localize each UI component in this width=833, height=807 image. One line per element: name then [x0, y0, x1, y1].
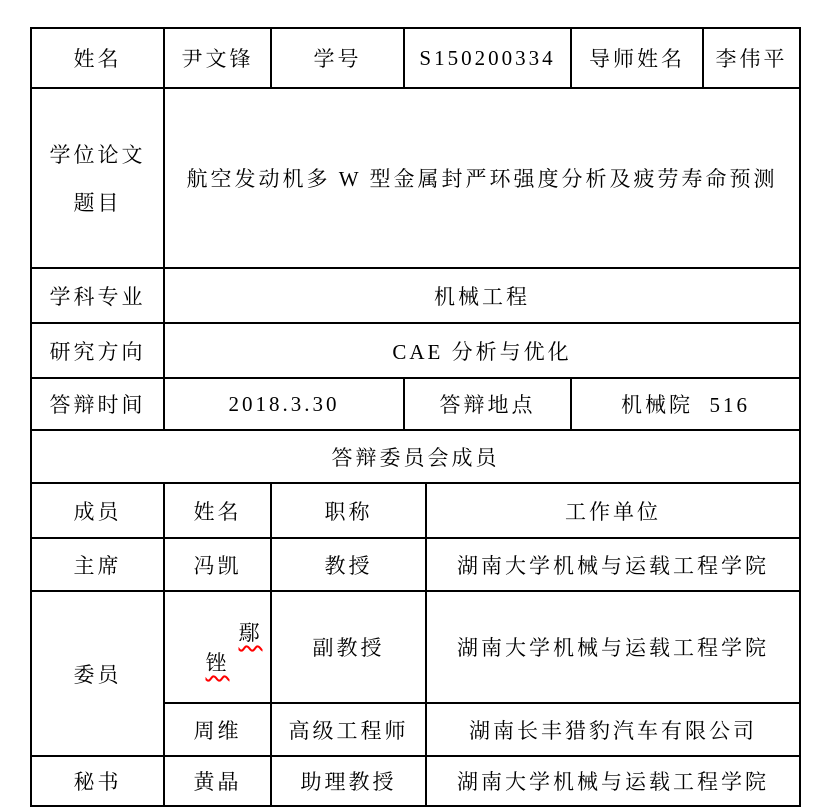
- major-value: 机械工程: [164, 268, 800, 323]
- committee-member-title: 助理教授: [271, 756, 426, 806]
- committee-member-unit: 湖南大学机械与运载工程学院: [426, 591, 800, 703]
- committee-member-name: 黄晶: [164, 756, 271, 806]
- committee-member-title: 副教授: [271, 591, 426, 703]
- committee-member-title: 教授: [271, 538, 426, 591]
- misspelled-name: 鄢锉: [205, 621, 263, 675]
- table-row: [31, 268, 800, 323]
- committee-header-row: [31, 483, 800, 538]
- thesis-defense-table: [30, 27, 801, 807]
- thesis-title-label-line2: 题目: [73, 191, 122, 215]
- committee-section-title: 答辩委员会成员: [31, 430, 800, 483]
- committee-name-header: 姓名: [164, 483, 271, 538]
- table-row: [31, 28, 800, 88]
- advisor-label: 导师姓名: [571, 28, 703, 88]
- committee-row-secretary: [31, 756, 800, 806]
- research-value: CAE 分析与优化: [164, 323, 800, 378]
- committee-member-name: 冯凯: [164, 538, 271, 591]
- committee-member-unit: 湖南长丰猎豹汽车有限公司: [426, 703, 800, 756]
- committee-member-unit: 湖南大学机械与运载工程学院: [426, 538, 800, 591]
- name-label: 姓名: [31, 28, 164, 88]
- committee-row-chair: [31, 538, 800, 591]
- committee-role: 委员: [31, 591, 164, 756]
- advisor-value: 李伟平: [703, 28, 800, 88]
- student-id-value: S150200334: [404, 28, 571, 88]
- thesis-title-label: [31, 88, 164, 268]
- defense-time-label: 答辩时间: [31, 378, 164, 430]
- committee-member-title: 高级工程师: [271, 703, 426, 756]
- committee-role-header: 成员: [31, 483, 164, 538]
- thesis-title-label-line1: 学位论文: [49, 143, 146, 167]
- major-label: 学科专业: [31, 268, 164, 323]
- thesis-title-value: 航空发动机多 W 型金属封严环强度分析及疲劳寿命预测: [164, 88, 800, 268]
- table-row: [31, 378, 800, 430]
- name-value: 尹文锋: [164, 28, 271, 88]
- committee-role: 主席: [31, 538, 164, 591]
- committee-row-member: [31, 591, 800, 703]
- committee-member-unit: 湖南大学机械与运载工程学院: [426, 756, 800, 806]
- thesis-title-label-lines: [32, 139, 163, 217]
- committee-member-name: 周维: [164, 703, 271, 756]
- table-row: [31, 430, 800, 483]
- student-id-label: 学号: [271, 28, 404, 88]
- committee-role: 秘书: [31, 756, 164, 806]
- defense-time-value: 2018.3.30: [164, 378, 404, 430]
- research-label: 研究方向: [31, 323, 164, 378]
- defense-place-label: 答辩地点: [404, 378, 571, 430]
- defense-place-value: 机械院 516: [571, 378, 800, 430]
- table-row: [31, 88, 800, 268]
- committee-member-name: [164, 591, 271, 703]
- committee-unit-header: 工作单位: [426, 483, 800, 538]
- table-row: [31, 323, 800, 378]
- committee-title-header: 职称: [271, 483, 426, 538]
